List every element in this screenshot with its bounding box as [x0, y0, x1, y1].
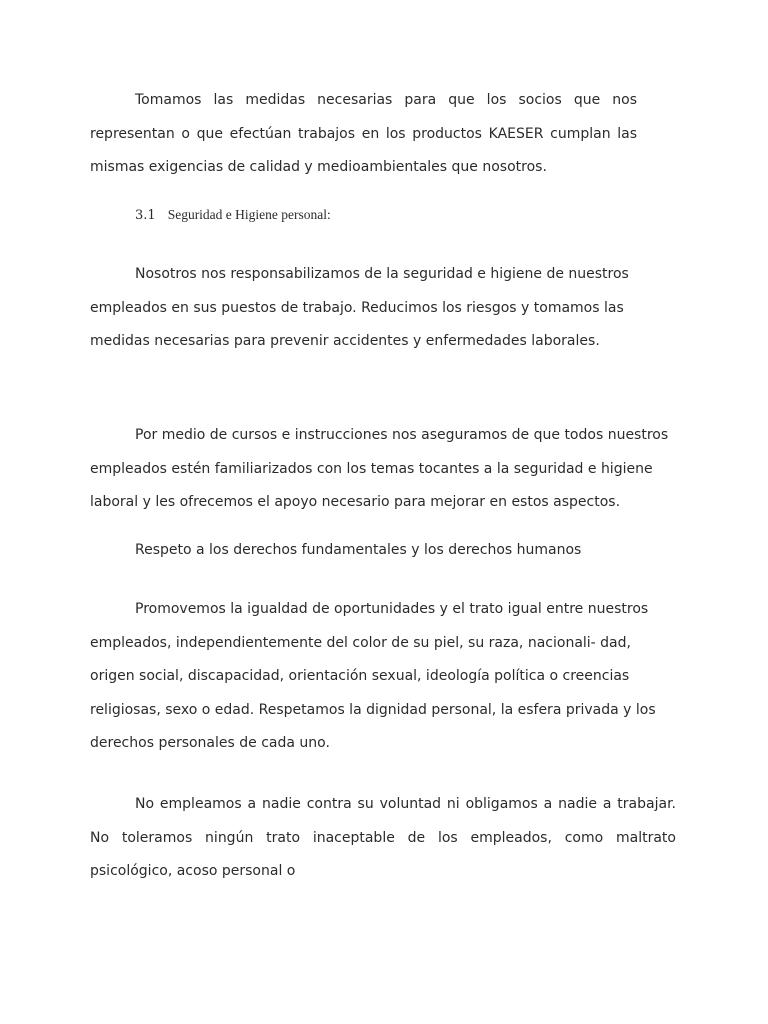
section-number: 3.1: [135, 208, 156, 223]
paragraph-safety-responsibility: Nosotros nos responsabilizamos de la seguridad e higiene de nuestros empleados en sus puestos de trabajo. Reducimos los riesgos y tomamos las medidas necesarias para prevenir accidentes y enfermedades laborales.: [90, 266, 629, 350]
paragraph-no-forced-labor: No empleamos a nadie contra su voluntad ni obligamos a nadie a trabajar. No toleramos ningún trato inaceptable de los empleados, como maltrato psicológico, acoso personal o: [90, 796, 676, 880]
paragraph-training: Por medio de cursos e instrucciones nos aseguramos de que todos nuestros empleados estén familiarizados con los temas tocantes a la seguridad e higiene laboral y les ofrecemos el apoyo necesario para mejorar en estos aspectos.: [90, 427, 669, 511]
heading-human-rights: Respeto a los derechos fundamentales y los derechos humanos: [135, 542, 582, 558]
paragraph-equal-opportunities: Promovemos la igualdad de oportunidades y el trato igual entre nuestros empleados, independientemente del color de su piel, su raza, nacionali- dad, origen social, discapacidad, orientación sexual, ideología política o creencias religiosas, sexo o edad. Respetamos la dignidad personal, la esfera privada y los derechos personales de cada uno.: [90, 601, 656, 752]
section-heading-safety: [135, 206, 331, 225]
paragraph-partners-requirements: Tomamos las medidas necesarias para que los socios que nos representan o que efectúan trabajos en los productos KAESER cumplan las mismas exigencias de calidad y medioambientales que nosotros.: [90, 92, 637, 176]
section-title: Seguridad e Higiene personal:: [167, 207, 331, 222]
